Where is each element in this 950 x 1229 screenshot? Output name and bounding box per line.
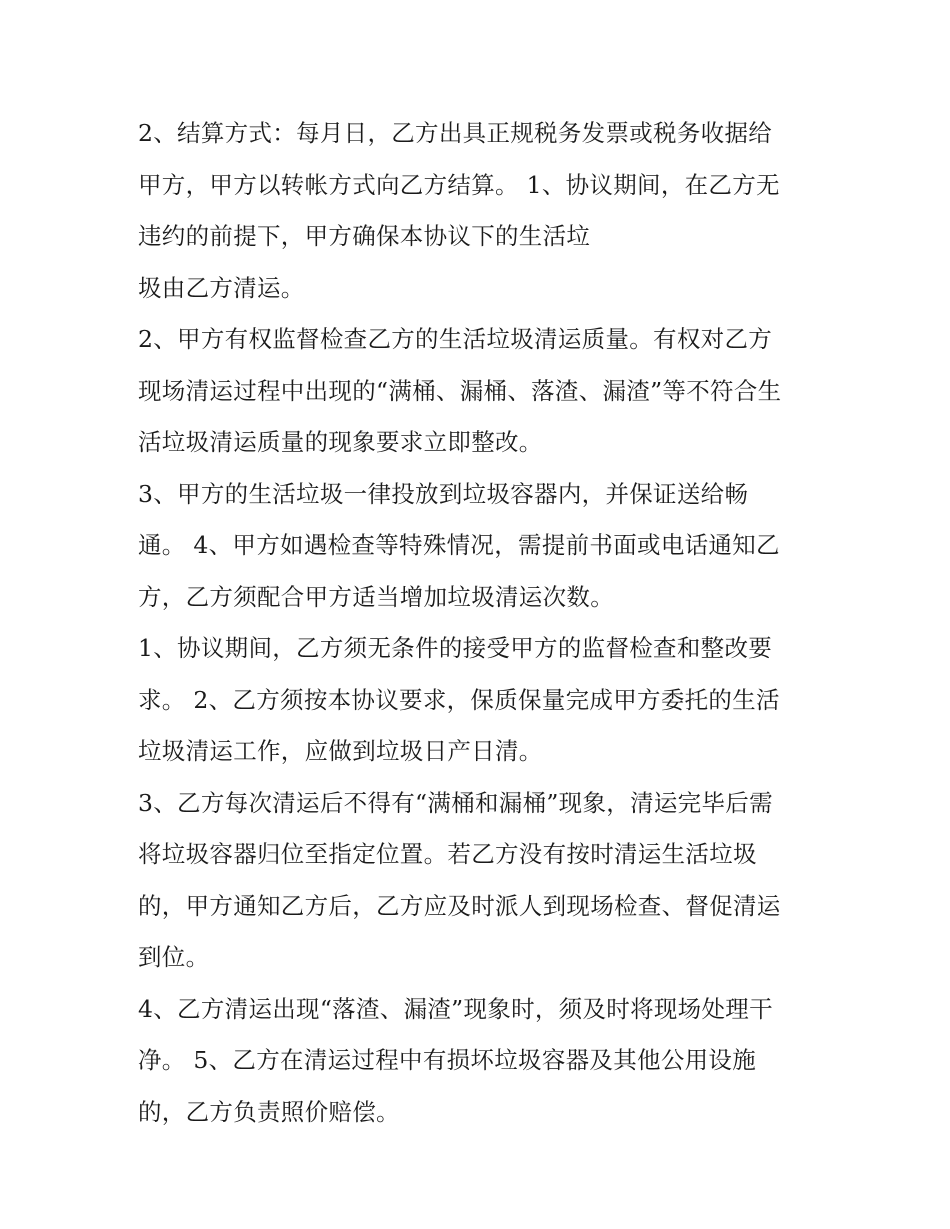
text-line: 2、结算方式：每月日，乙方出具正规税务发票或税务收据给 <box>138 119 773 147</box>
text-line: 4、乙方清运出现“落渣、漏渣”现象时，须及时将现场处理干 <box>138 994 773 1023</box>
text-line: 求。 2、乙方须按本协议要求，保质保量完成甲方委托的生活 <box>138 685 780 714</box>
text-line: 活垃圾清运质量的现象要求立即整改。 <box>138 428 543 456</box>
text-line: 通。 4、甲方如遇检查等特殊情况，需提前书面或电话通知乙 <box>138 531 780 559</box>
text-line: 的，甲方通知乙方后，乙方应及时派人到现场检查、督促清运 <box>138 891 781 920</box>
text-line: 方，乙方须配合甲方适当增加垃圾清运次数。 <box>138 582 614 611</box>
text-line: 违约的前提下，甲方确保本协议下的生活垃 <box>138 222 591 250</box>
text-line: 3、甲方的生活垃圾一律投放到垃圾容器内，并保证送给畅 <box>138 479 749 508</box>
text-line: 甲方，甲方以转帐方式向乙方结算。 1、协议期间，在乙方无 <box>138 170 780 199</box>
document-body <box>138 108 828 1138</box>
text-line: 圾由乙方清运。 <box>138 273 305 302</box>
text-line: 将垃圾容器归位至指定位置。若乙方没有按时清运生活垃圾 <box>138 840 757 868</box>
text-line: 现场清运过程中出现的“满桶、漏桶、落渣、漏渣”等不符合生 <box>138 376 782 405</box>
text-line: 到位。 <box>138 943 210 971</box>
text-line: 的，乙方负责照价赔偿。 <box>138 1097 400 1126</box>
text-line: 3、乙方每次清运后不得有“满桶和漏桶”现象，清运完毕后需 <box>138 788 773 817</box>
text-line: 1、协议期间，乙方须无条件的接受甲方的监督检查和整改要 <box>138 634 773 662</box>
text-line: 垃圾清运工作，应做到垃圾日产日清。 <box>138 737 543 765</box>
text-line: 2、甲方有权监督检查乙方的生活垃圾清运质量。有权对乙方 <box>138 325 773 353</box>
text-line: 净。 5、乙方在清运过程中有损坏垃圾容器及其他公用设施 <box>138 1046 757 1074</box>
